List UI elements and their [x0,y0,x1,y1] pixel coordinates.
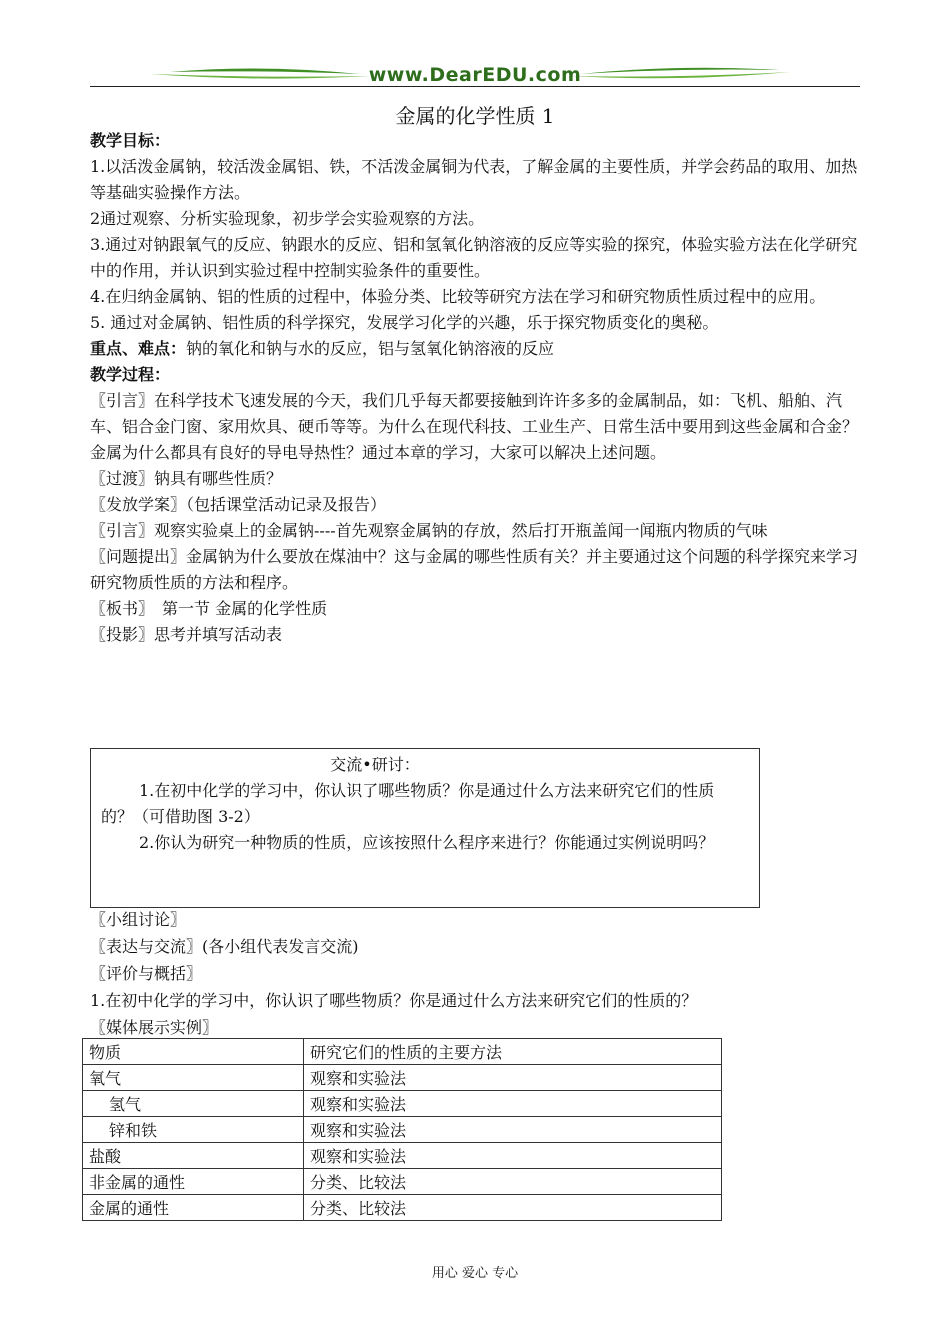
banner-rule [90,86,860,87]
discussion-question: 1.在初中化学的学习中，你认识了哪些物质？你是通过什么方法来研究它们的性质的？（可借助图 3-2） [101,781,715,826]
table-cell: 观察和实验法 [304,1091,722,1117]
table-row [83,1195,722,1221]
table-row [83,1065,722,1091]
discussion-question: 2.你认为研究一种物质的性质，应该按照什么程序来进行？你能通过实例说明吗？ [139,833,715,852]
process-paragraph: 〖板书〗 第一节 金属的化学性质 [90,599,328,618]
table-cell: 氢气 [83,1091,304,1117]
process-paragraph: 〖引言〗在科学技术飞速发展的今天，我们几乎每天都要接触到许许多多的金属制品，如：飞机、船舶、汽车、铝合金门窗、家用炊具、硬币等等。为什么在现代科技、工业生产、日常生活中要用到这些金属和合金？金属为什么都具有良好的导电导热性？通过本章的学习，大家可以解决上述问题。 [90,391,859,462]
site-logo-text: www.DearEDU.com [368,64,582,86]
discussion-box-title: 交流•研讨： [330,755,420,774]
process-paragraph: 〖引言〗观察实验桌上的金属钠----首先观察金属钠的存放，然后打开瓶盖闻一闻瓶内物质的气味 [90,521,768,540]
table-header-row [83,1039,722,1065]
section-line: 〖小组讨论〗 [90,910,187,929]
page-footer: 用心 爱心 专心 [431,1266,519,1281]
table-cell: 盐酸 [83,1143,304,1169]
post-discussion-section [90,906,870,1041]
section-line: 〖媒体展示实例〗 [90,1018,219,1037]
section-line: 1.在初中化学的学习中，你认识了哪些物质？你是通过什么方法来研究它们的性质的？ [90,991,698,1010]
objective-item: 1.以活泼金属钠，较活泼金属铝、铁，不活泼金属铜为代表，了解金属的主要性质，并学会药品的取用、加热等基础实验操作方法。 [90,157,858,202]
key-points-label: 重点、难点： [90,339,187,358]
table-cell: 观察和实验法 [304,1065,722,1091]
section-line: 〖表达与交流〗(各小组代表发言交流) [90,937,359,956]
table-cell: 非金属的通性 [83,1169,304,1195]
discussion-box [90,748,760,908]
table-cell: 分类、比较法 [304,1169,722,1195]
page-title: 金属的化学性质 1 [395,104,555,128]
process-paragraph: 〖过渡〗钠具有哪些性质？ [90,469,283,488]
table-cell: 分类、比较法 [304,1195,722,1221]
main-content [90,128,870,648]
table-cell: 锌和铁 [83,1117,304,1143]
objective-item: 5. 通过对金属钠、铝性质的科学探究，发展学习化学的兴趣，乐于探究物质变化的奥秘。 [90,313,719,332]
objectives-heading: 教学目标： [90,131,171,150]
table-cell: 观察和实验法 [304,1117,722,1143]
methods-table [82,1038,722,1221]
process-paragraph: 〖投影〗思考并填写活动表 [90,625,283,644]
table-row [83,1117,722,1143]
table-cell: 观察和实验法 [304,1143,722,1169]
process-paragraph: 〖问题提出〗金属钠为什么要放在煤油中？这与金属的哪些性质有关？并主要通过这个问题的科学探究来学习研究物质性质的方法和程序。 [90,547,859,592]
site-banner [90,60,860,90]
table-header-cell: 研究它们的性质的主要方法 [304,1039,722,1065]
table-header-cell: 物质 [83,1039,304,1065]
key-points [90,336,870,362]
table-cell: 金属的通性 [83,1195,304,1221]
table-cell: 氧气 [83,1065,304,1091]
table-row [83,1091,722,1117]
section-line: 〖评价与概括〗 [90,964,203,983]
table-row [83,1143,722,1169]
objective-item: 2通过观察、分析实验现象，初步学会实验观察的方法。 [90,209,485,228]
key-points-text: 钠的氧化和钠与水的反应，铝与氢氧化钠溶液的反应 [186,339,555,358]
objective-item: 4.在归纳金属钠、铝的性质的过程中，体验分类、比较等研究方法在学习和研究物质性质过程中的应用。 [90,287,826,306]
table-row [83,1169,722,1195]
process-heading: 教学过程： [90,365,171,384]
objective-item: 3.通过对钠跟氧气的反应、钠跟水的反应、铝和氢氧化钠溶液的反应等实验的探究，体验实验方法在化学研究中的作用，并认识到实验过程中控制实验条件的重要性。 [90,235,858,280]
process-paragraph: 〖发放学案〗（包括课堂活动记录及报告） [90,495,387,514]
